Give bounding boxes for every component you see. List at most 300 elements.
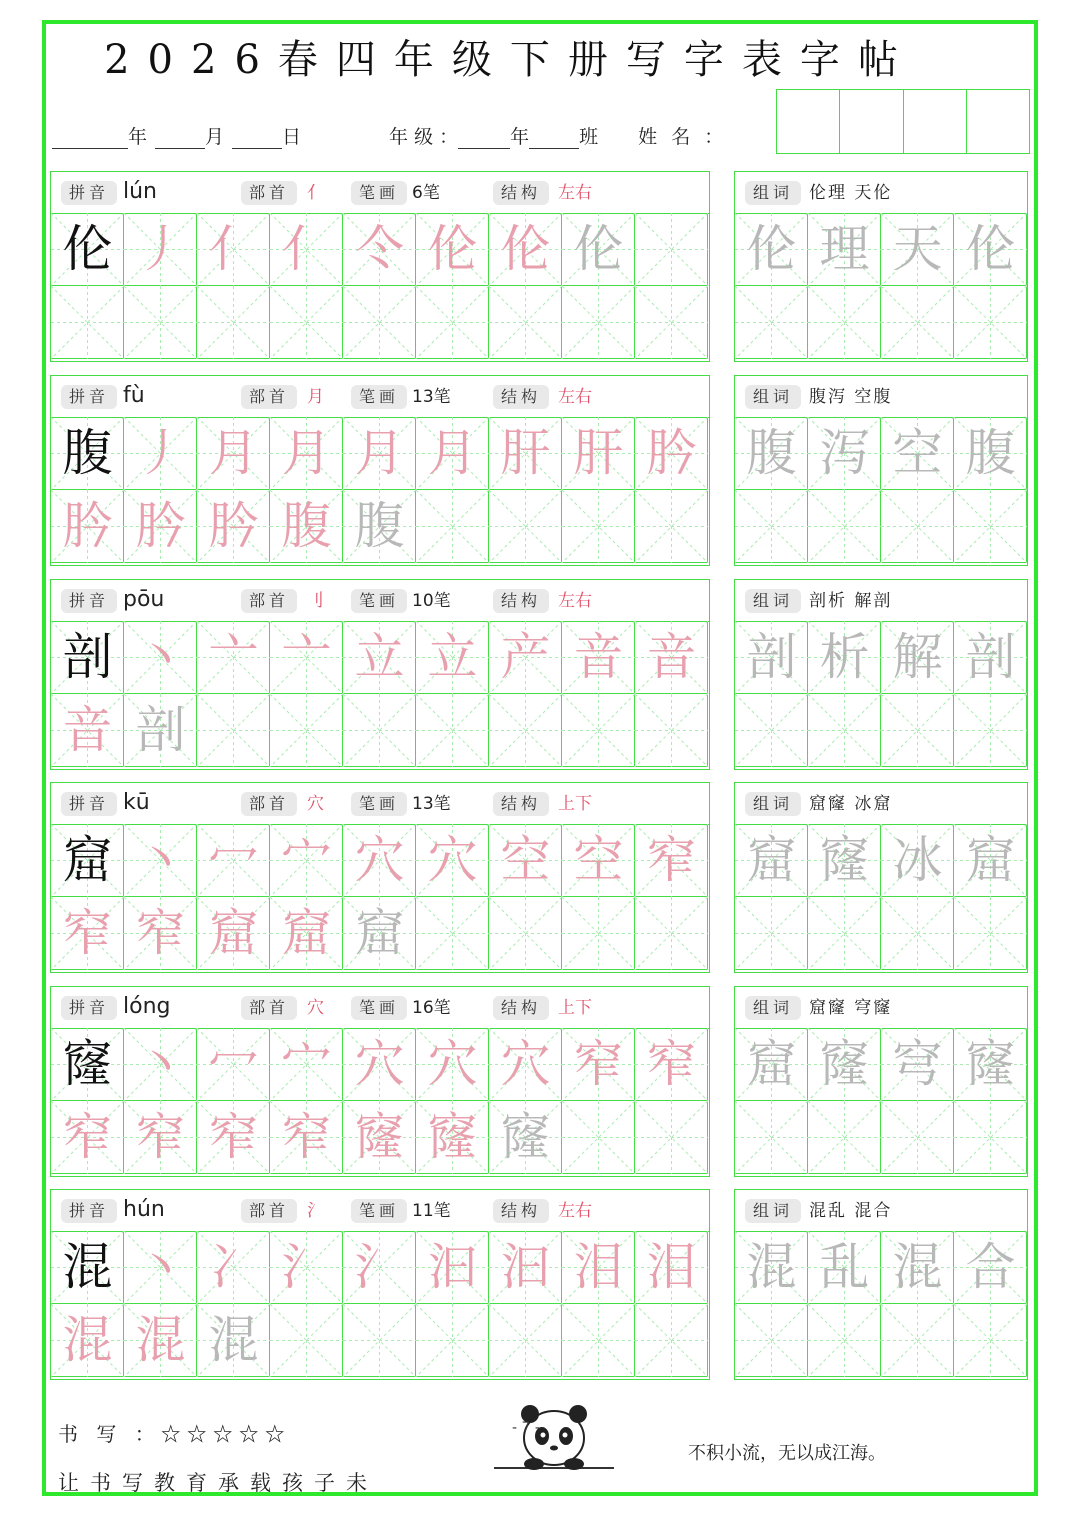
practice-cell[interactable] (270, 1028, 343, 1101)
practice-cell[interactable] (124, 417, 197, 490)
practice-cell[interactable] (51, 824, 124, 897)
practice-cell[interactable] (343, 213, 416, 286)
radical-value: 穴 (307, 794, 324, 814)
practice-cell[interactable] (416, 824, 489, 897)
practice-cell[interactable] (489, 694, 562, 767)
practice-cell[interactable] (881, 1028, 954, 1101)
trace-character: 穴 (354, 1035, 405, 1093)
structure-value: 上下 (558, 998, 592, 1018)
word-grid (735, 213, 1027, 361)
trace-character: 肣 (62, 497, 113, 555)
practice-grid (51, 824, 709, 972)
practice-cell[interactable] (124, 621, 197, 694)
practice-cell[interactable] (881, 694, 954, 767)
word-grid (735, 1231, 1027, 1379)
practice-cell[interactable] (416, 1101, 489, 1174)
practice-cell[interactable] (124, 897, 197, 970)
writing-score: 书 写 ：☆☆☆☆☆ (58, 1422, 291, 1446)
practice-cell[interactable] (881, 621, 954, 694)
practice-cell[interactable] (343, 824, 416, 897)
practice-cell[interactable] (562, 897, 635, 970)
radical-value: 月 (307, 387, 324, 407)
practice-cell[interactable] (270, 1231, 343, 1304)
trace-character: 丿 (135, 424, 186, 482)
practice-cell[interactable] (562, 1101, 635, 1174)
practice-cell[interactable] (270, 621, 343, 694)
trace-character: 窟 (354, 904, 405, 962)
pinyin-tag: 拼音 (61, 181, 117, 205)
practice-cell[interactable] (954, 490, 1027, 563)
practice-cell[interactable] (51, 1231, 124, 1304)
practice-cell[interactable] (416, 213, 489, 286)
model-character: 窿 (62, 1035, 113, 1093)
word-grid (735, 621, 1027, 769)
practice-cell[interactable] (489, 213, 562, 286)
practice-cell[interactable] (197, 621, 270, 694)
practice-cell[interactable] (562, 1028, 635, 1101)
practice-cell[interactable] (881, 1304, 954, 1377)
practice-cell[interactable] (735, 694, 808, 767)
trace-character: 亠 (208, 628, 259, 686)
name-writing-box[interactable] (776, 89, 1030, 154)
strokes-value: 13笔 (412, 387, 451, 407)
practice-cell[interactable] (881, 897, 954, 970)
radical-value: 氵 (307, 1201, 324, 1221)
practice-cell[interactable] (635, 897, 708, 970)
practice-cell[interactable] (808, 621, 881, 694)
practice-cell[interactable] (343, 694, 416, 767)
class-blank[interactable] (529, 128, 579, 149)
practice-cell[interactable] (343, 1101, 416, 1174)
trace-character: 窄 (135, 1108, 186, 1166)
practice-cell[interactable] (808, 286, 881, 359)
practice-cell[interactable] (954, 824, 1027, 897)
practice-cell[interactable] (270, 490, 343, 563)
practice-cell[interactable] (416, 897, 489, 970)
pinyin-value: fù (123, 383, 145, 408)
practice-cell[interactable] (270, 213, 343, 286)
practice-cell[interactable] (197, 286, 270, 359)
practice-cell[interactable] (124, 1028, 197, 1101)
word-practice-block (734, 171, 1028, 362)
practice-cell[interactable] (124, 1101, 197, 1174)
practice-cell[interactable] (635, 1231, 708, 1304)
trace-character: 亻 (208, 220, 259, 278)
practice-cell[interactable] (343, 490, 416, 563)
month-label: 月 (205, 126, 225, 148)
radical-value: 穴 (307, 998, 324, 1018)
radical-tag: 部首 (241, 1199, 297, 1223)
grade-blank[interactable] (458, 128, 510, 149)
practice-cell[interactable] (197, 694, 270, 767)
practice-cell[interactable] (124, 490, 197, 563)
structure-tag: 结构 (493, 385, 549, 409)
practice-cell[interactable] (489, 621, 562, 694)
trace-character: 月 (281, 424, 332, 482)
name-cell[interactable] (840, 90, 903, 153)
practice-cell[interactable] (416, 1231, 489, 1304)
practice-cell[interactable] (197, 417, 270, 490)
practice-cell[interactable] (343, 286, 416, 359)
words-value: 窟窿 穹窿 (809, 998, 893, 1018)
practice-cell[interactable] (270, 824, 343, 897)
trace-character: 窿 (427, 1108, 478, 1166)
practice-cell[interactable] (735, 213, 808, 286)
model-character: 窟 (62, 831, 113, 889)
trace-character: 窄 (646, 831, 697, 889)
practice-cell[interactable] (416, 1304, 489, 1377)
practice-cell[interactable] (635, 417, 708, 490)
practice-grid (51, 621, 709, 769)
radical-tag: 部首 (241, 385, 297, 409)
trace-character: 解 (892, 628, 943, 686)
practice-cell[interactable] (343, 417, 416, 490)
structure-value: 左右 (558, 387, 592, 407)
practice-cell[interactable] (416, 490, 489, 563)
trace-character: 混 (62, 1311, 113, 1369)
words-tag: 组词 (745, 385, 801, 409)
practice-cell[interactable] (954, 417, 1027, 490)
trace-character: 肣 (646, 424, 697, 482)
practice-cell[interactable] (735, 1101, 808, 1174)
day-label: 日 (282, 126, 302, 148)
practice-cell[interactable] (416, 286, 489, 359)
practice-cell[interactable] (735, 897, 808, 970)
structure-tag: 结构 (493, 996, 549, 1020)
practice-cell[interactable] (197, 1231, 270, 1304)
practice-cell[interactable] (489, 417, 562, 490)
trace-character: 汩 (427, 1238, 478, 1296)
strokes-tag: 笔画 (351, 792, 407, 816)
practice-cell[interactable] (735, 1028, 808, 1101)
practice-cell[interactable] (416, 1028, 489, 1101)
practice-cell[interactable] (735, 286, 808, 359)
practice-cell[interactable] (881, 1231, 954, 1304)
trace-character: 合 (965, 1238, 1016, 1296)
pinyin-tag: 拼音 (61, 1199, 117, 1223)
structure-value: 上下 (558, 794, 592, 814)
practice-cell[interactable] (270, 286, 343, 359)
trace-character: 混 (208, 1311, 259, 1369)
practice-cell[interactable] (808, 1231, 881, 1304)
practice-cell[interactable] (197, 824, 270, 897)
practice-cell[interactable] (51, 213, 124, 286)
practice-cell[interactable] (416, 694, 489, 767)
practice-cell[interactable] (270, 1101, 343, 1174)
practice-cell[interactable] (635, 1028, 708, 1101)
practice-cell[interactable] (808, 490, 881, 563)
trace-character: 月 (427, 424, 478, 482)
practice-cell[interactable] (954, 1231, 1027, 1304)
word-practice-block (734, 782, 1028, 973)
structure-value: 左右 (558, 183, 592, 203)
structure-value: 左右 (558, 1201, 592, 1221)
practice-cell[interactable] (124, 286, 197, 359)
practice-cell[interactable] (881, 286, 954, 359)
practice-cell[interactable] (881, 824, 954, 897)
words-header (735, 1190, 1027, 1232)
practice-cell[interactable] (124, 1231, 197, 1304)
pinyin-value: hún (123, 1197, 165, 1222)
practice-cell[interactable] (343, 1304, 416, 1377)
structure-tag: 结构 (493, 1199, 549, 1223)
name-cell[interactable] (904, 90, 967, 153)
trace-character: 伦 (746, 220, 797, 278)
practice-cell[interactable] (270, 694, 343, 767)
trace-character: 混 (892, 1238, 943, 1296)
practice-cell[interactable] (735, 621, 808, 694)
practice-cell[interactable] (270, 417, 343, 490)
practice-grid (51, 1231, 709, 1379)
practice-cell[interactable] (489, 897, 562, 970)
practice-cell[interactable] (124, 213, 197, 286)
strokes-tag: 笔画 (351, 1199, 407, 1223)
name-label: 姓 名 ： (638, 126, 728, 148)
trace-character: 冖 (208, 831, 259, 889)
practice-cell[interactable] (197, 213, 270, 286)
trace-character: 仒 (354, 220, 405, 278)
practice-cell[interactable] (343, 621, 416, 694)
trace-character: 冫 (208, 1238, 259, 1296)
practice-cell[interactable] (562, 417, 635, 490)
character-practice-block (50, 782, 710, 973)
trace-character: 穴 (427, 831, 478, 889)
practice-cell[interactable] (808, 417, 881, 490)
practice-cell[interactable] (51, 286, 124, 359)
trace-character: 窿 (819, 1035, 870, 1093)
practice-cell[interactable] (197, 1304, 270, 1377)
strokes-value: 16笔 (412, 998, 451, 1018)
practice-cell[interactable] (197, 1028, 270, 1101)
trace-character: 宀 (281, 831, 332, 889)
trace-character: 腹 (281, 497, 332, 555)
practice-cell[interactable] (489, 286, 562, 359)
strokes-value: 6笔 (412, 183, 440, 203)
pinyin-value: kū (123, 790, 150, 815)
practice-cell[interactable] (881, 417, 954, 490)
practice-cell[interactable] (954, 694, 1027, 767)
practice-cell[interactable] (635, 1304, 708, 1377)
trace-character: 穹 (892, 1035, 943, 1093)
trace-character: 乱 (819, 1238, 870, 1296)
practice-cell[interactable] (808, 213, 881, 286)
practice-cell[interactable] (954, 213, 1027, 286)
pinyin-tag: 拼音 (61, 589, 117, 613)
practice-cell[interactable] (51, 897, 124, 970)
practice-cell[interactable] (489, 1231, 562, 1304)
trace-character: 氵 (281, 1238, 332, 1296)
trace-character: 丶 (135, 1035, 186, 1093)
practice-cell[interactable] (51, 1101, 124, 1174)
practice-cell[interactable] (343, 1231, 416, 1304)
practice-cell[interactable] (416, 417, 489, 490)
words-header (735, 580, 1027, 622)
practice-cell[interactable] (562, 621, 635, 694)
footer-quote: 不积小流，无以成江海。 (688, 1443, 886, 1464)
practice-cell[interactable] (124, 694, 197, 767)
practice-cell[interactable] (51, 621, 124, 694)
strokes-tag: 笔画 (351, 589, 407, 613)
practice-cell[interactable] (562, 824, 635, 897)
trace-character: 泪 (646, 1238, 697, 1296)
radical-tag: 部首 (241, 589, 297, 613)
practice-cell[interactable] (635, 490, 708, 563)
character-practice-block (50, 171, 710, 362)
practice-cell[interactable] (562, 694, 635, 767)
grade-year-label: 年 (510, 126, 530, 148)
practice-cell[interactable] (489, 1101, 562, 1174)
character-info-header (51, 783, 709, 825)
practice-cell[interactable] (635, 213, 708, 286)
character-practice-block (50, 579, 710, 770)
practice-cell[interactable] (808, 1101, 881, 1174)
practice-cell[interactable] (954, 1028, 1027, 1101)
practice-cell[interactable] (808, 1028, 881, 1101)
practice-cell[interactable] (808, 897, 881, 970)
trace-character: 肝 (573, 424, 624, 482)
practice-cell[interactable] (124, 824, 197, 897)
trace-character: 音 (62, 701, 113, 759)
words-header (735, 172, 1027, 214)
day-blank[interactable] (232, 128, 282, 149)
trace-character: 宀 (281, 1035, 332, 1093)
character-info-header (51, 580, 709, 622)
trace-character: 月 (354, 424, 405, 482)
practice-cell[interactable] (735, 417, 808, 490)
practice-cell[interactable] (562, 286, 635, 359)
words-value: 混乱 混合 (809, 1201, 893, 1221)
trace-character: 立 (354, 628, 405, 686)
practice-cell[interactable] (808, 1304, 881, 1377)
practice-cell[interactable] (489, 1304, 562, 1377)
trace-character: 肝 (500, 424, 551, 482)
trace-character: 窄 (62, 1108, 113, 1166)
practice-cell[interactable] (735, 1231, 808, 1304)
practice-cell[interactable] (881, 490, 954, 563)
practice-cell[interactable] (343, 897, 416, 970)
practice-cell[interactable] (562, 1231, 635, 1304)
practice-cell[interactable] (197, 490, 270, 563)
date-class-line (52, 122, 727, 149)
practice-cell[interactable] (562, 1304, 635, 1377)
practice-cell[interactable] (51, 694, 124, 767)
trace-character: 混 (135, 1311, 186, 1369)
trace-character: 肣 (135, 497, 186, 555)
practice-cell[interactable] (954, 621, 1027, 694)
trace-character: 伦 (500, 220, 551, 278)
trace-character: 窄 (646, 1035, 697, 1093)
page-number: - 7 - (512, 1420, 540, 1436)
year-blank[interactable] (52, 128, 128, 149)
practice-cell[interactable] (635, 1101, 708, 1174)
practice-cell[interactable] (270, 1304, 343, 1377)
trace-character: 泻 (819, 424, 870, 482)
practice-cell[interactable] (51, 1028, 124, 1101)
practice-cell[interactable] (954, 286, 1027, 359)
name-cell[interactable] (967, 90, 1029, 153)
practice-cell[interactable] (735, 490, 808, 563)
practice-grid (51, 213, 709, 361)
trace-character: 剖 (746, 628, 797, 686)
practice-cell[interactable] (562, 490, 635, 563)
word-grid (735, 1028, 1027, 1176)
trace-character: 伦 (573, 220, 624, 278)
radical-tag: 部首 (241, 181, 297, 205)
practice-cell[interactable] (270, 897, 343, 970)
practice-cell[interactable] (954, 1304, 1027, 1377)
trace-character: 亠 (281, 628, 332, 686)
practice-cell[interactable] (635, 824, 708, 897)
character-info-header (51, 987, 709, 1029)
practice-cell[interactable] (808, 824, 881, 897)
practice-cell[interactable] (197, 897, 270, 970)
practice-cell[interactable] (124, 1304, 197, 1377)
strokes-tag: 笔画 (351, 181, 407, 205)
trace-character: 窿 (500, 1108, 551, 1166)
practice-cell[interactable] (954, 897, 1027, 970)
practice-cell[interactable] (51, 490, 124, 563)
words-tag: 组词 (745, 1199, 801, 1223)
radical-value: 刂 (307, 591, 324, 611)
strokes-tag: 笔画 (351, 996, 407, 1020)
trace-character: 音 (646, 628, 697, 686)
practice-cell[interactable] (562, 213, 635, 286)
model-character: 腹 (62, 424, 113, 482)
word-grid (735, 824, 1027, 972)
practice-cell[interactable] (954, 1101, 1027, 1174)
word-practice-block (734, 986, 1028, 1177)
trace-character: 冰 (892, 831, 943, 889)
class-label: 班 (579, 126, 599, 148)
practice-cell[interactable] (881, 213, 954, 286)
name-cell[interactable] (777, 90, 840, 153)
month-blank[interactable] (155, 128, 205, 149)
trace-character: 丶 (135, 628, 186, 686)
practice-cell[interactable] (51, 417, 124, 490)
practice-cell[interactable] (343, 1028, 416, 1101)
words-value: 窟窿 冰窟 (809, 794, 893, 814)
practice-cell[interactable] (735, 824, 808, 897)
trace-character: 丶 (135, 1238, 186, 1296)
trace-character: 空 (892, 424, 943, 482)
strokes-value: 11笔 (412, 1201, 451, 1221)
trace-character: 氵 (354, 1238, 405, 1296)
trace-character: 泪 (573, 1238, 624, 1296)
structure-value: 左右 (558, 591, 592, 611)
practice-cell[interactable] (635, 694, 708, 767)
practice-cell[interactable] (197, 1101, 270, 1174)
practice-cell[interactable] (489, 490, 562, 563)
words-header (735, 376, 1027, 418)
trace-character: 穴 (354, 831, 405, 889)
practice-cell[interactable] (489, 1028, 562, 1101)
practice-cell[interactable] (635, 621, 708, 694)
model-character: 剖 (62, 628, 113, 686)
words-tag: 组词 (745, 181, 801, 205)
practice-cell[interactable] (808, 694, 881, 767)
strokes-tag: 笔画 (351, 385, 407, 409)
practice-cell[interactable] (416, 621, 489, 694)
trace-character: 汩 (500, 1238, 551, 1296)
word-practice-block (734, 375, 1028, 566)
practice-cell[interactable] (635, 286, 708, 359)
practice-cell[interactable] (51, 1304, 124, 1377)
practice-cell[interactable] (735, 1304, 808, 1377)
practice-cell[interactable] (881, 1101, 954, 1174)
word-practice-block (734, 1189, 1028, 1380)
practice-cell[interactable] (489, 824, 562, 897)
trace-character: 穴 (500, 1035, 551, 1093)
